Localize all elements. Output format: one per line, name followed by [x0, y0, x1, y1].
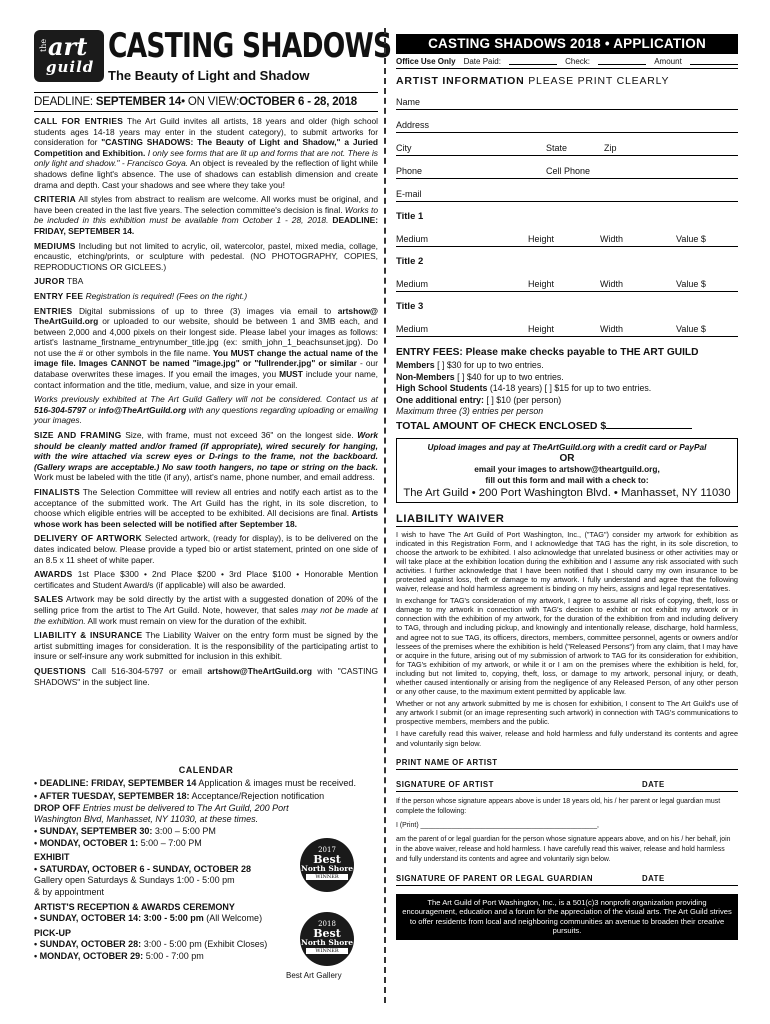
criteria: CRITERIA All styles from abstract to realism are welcome. All works must be original, and have been created in the last five years. The selection committee's decision is final. Works to be included in this exhibition must be available from October 1 - 28, 2018. DEADLINE: FRIDAY, SEPTEMBER 14.	[34, 194, 378, 236]
calendar-row: & by appointment	[34, 886, 105, 897]
calendar-pickup-head: PICK-UP	[34, 927, 72, 938]
artist-signature-field[interactable]: SIGNATURE OF ARTIST DATE	[396, 770, 738, 792]
questions: QUESTIONS Call 516-304-5797 or email artshow@TheArtGuild.org with "CASTING SHADOWS" in the subject line.	[34, 665, 378, 687]
fee-high-school[interactable]: High School Students (14-18 years) [ ] $15 for up to two entries.	[396, 383, 652, 393]
address-field[interactable]: Address	[396, 110, 738, 133]
mediums: MEDIUMS Including but not limited to acrylic, oil, watercolor, pastel, mixed media, collage, encaustic, etching/prints, or sculpture with pedestal. (NO PHOTOGRAPHY, COPIES, REPRODUCTIONS OR GICLEES.)	[34, 240, 378, 272]
art-guild-logo	[34, 30, 104, 82]
application-title: CASTING SHADOWS 2018 • APPLICATION	[396, 34, 738, 54]
office-use-row: Office Use Only Date Paid: Check: Amount	[396, 54, 738, 69]
entry-fees-list	[396, 360, 738, 418]
date-paid-field[interactable]	[509, 57, 557, 65]
entry-fee: ENTRY FEE Registration is required! (Fees on the right.)	[34, 290, 248, 301]
calendar-row: • SUNDAY, OCTOBER 28: 3:00 - 5:00 pm (Exhibit Closes)	[34, 939, 268, 950]
liability-waiver-heading: LIABILITY WAIVER	[396, 513, 738, 527]
waiver-paragraph: I have carefully read this waiver, release and hold harmless and fully understand its contents and agree and voluntarily sign below.	[396, 729, 738, 748]
title-1-label: Title 1	[396, 211, 424, 222]
calendar-row: • AFTER TUESDAY, SEPTEMBER 18: Acceptance/Rejection notification	[34, 791, 325, 802]
header	[34, 26, 392, 90]
sales: SALES Artwork may be sold directly by the artist with a suggested donation of 20% of the selling price from the artist to The Art Guild. Note, however, that sales may not be made at the exhibition. All work must remain on view for the duration of the exhibit.	[34, 594, 378, 626]
page-title: CASTING SHADOWS	[108, 26, 392, 66]
view-value: OCTOBER 6 - 28, 2018	[239, 96, 357, 108]
questions-email-link[interactable]: artshow@TheArtGuild.org	[207, 665, 312, 676]
upload-instructions-box: Upload images and pay at TheArtGuild.org with a credit card or PayPal OR email your images to artshow@theartguild.org, fill out this form and mail with a check to: The Art Guild • 200 Port Washington Blvd. • Manhasset, NY 11030	[396, 438, 738, 503]
info-email-link[interactable]: info@TheArtGuild.org	[98, 404, 187, 415]
email-field[interactable]: E-mail	[396, 179, 738, 202]
entry-fees-heading: ENTRY FEES: Please make checks payable to THE ART GUILD	[396, 347, 699, 358]
city-state-zip-field[interactable]: City State Zip	[396, 133, 738, 156]
title-2-label: Title 2	[396, 256, 424, 267]
calendar-row: • DEADLINE: FRIDAY, SEPTEMBER 14 Application & images must be received.	[34, 777, 356, 788]
phone-field[interactable]: Phone Cell Phone	[396, 156, 738, 179]
previous-works: Works previously exhibited at The Art Guild Gallery will not be considered. Contact us at 516-304-5797 or info@TheArtGuild.org with any questions regarding uploading or emailing your images.	[34, 394, 378, 426]
fee-additional[interactable]: One additional entry: [ ] $10 (per person)	[396, 394, 562, 405]
best-of-north-shore-2017-badge: 2017 Best North Shore WINNER	[300, 838, 354, 892]
waiver-paragraph: Whether or not any artwork submitted by me is chosen for exhibition, I consent to The Art Guild's use of any artwork I submit (or an image representing such artwork) in connection with TAG's communications to prospective members, members and the public.	[396, 699, 738, 727]
calendar-row: • SATURDAY, OCTOBER 6 - SUNDAY, OCTOBER 28	[34, 863, 252, 874]
cut-line-divider	[384, 28, 386, 1003]
calendar-row: DROP OFF Entries must be delivered to The Art Guild, 200 Port Washington Blvd, Manhasset, NY 11030, at these times.	[34, 802, 289, 825]
calendar-title: CALENDAR	[178, 765, 234, 775]
title-3-details-field[interactable]: Medium Height Width Value $	[396, 314, 738, 337]
total-amount[interactable]: TOTAL AMOUNT OF CHECK ENCLOSED $	[396, 420, 738, 432]
finalists: FINALISTS The Selection Committee will review all entries and notify each artist as to the acceptance of the submitted work. The Art Guild has the right, in its sole discretion, to choose which eligible entries will be accepted to be exhibited. All decisions are final. Artists whose work has been selected will be notified after September 18.	[34, 487, 378, 529]
deadline-value: SEPTEMBER 14	[95, 96, 182, 108]
deadline-label: DEADLINE:	[34, 96, 93, 108]
mailing-address: The Art Guild • 200 Port Washington Blvd. • Manhasset, NY 11030	[403, 486, 731, 499]
guardian-print-name[interactable]: I (Print) ______________________________________________,	[396, 819, 599, 829]
print-name-field[interactable]: PRINT NAME OF ARTIST	[396, 748, 738, 770]
calendar-row: • MONDAY, OCTOBER 29: 5:00 - 7:00 pm	[34, 950, 204, 961]
entries-email-link[interactable]: artshow@ TheArtGuild.org	[34, 305, 378, 327]
fee-members[interactable]: Members [ ] $30 for up to two entries.	[396, 360, 544, 370]
amount-field[interactable]	[690, 57, 738, 65]
guardian-signature-field[interactable]: SIGNATURE OF PARENT OR LEGAL GUARDIAN DATE	[396, 864, 738, 886]
awards: AWARDS 1st Place $300 • 2nd Place $200 • 3rd Place $100 • Honorable Mention certificates and Student Award/s (if applicable) will also be awarded.	[34, 569, 378, 590]
best-art-gallery-label: Best Art Gallery	[286, 971, 342, 980]
best-of-north-shore-2018-badge: 2018 Best North Shore WINNER	[300, 912, 354, 966]
juror: JUROR TBA	[34, 276, 84, 287]
logo-art: art	[48, 32, 88, 61]
calendar-row: • SUNDAY, OCTOBER 14: 3:00 - 5:00 pm (All Welcome)	[34, 913, 263, 924]
calendar-row: • MONDAY, OCTOBER 1: 5:00 – 7:00 PM	[34, 837, 202, 848]
liability-insurance: LIABILITY & INSURANCE The Liability Waiver on the entry form must be signed by the artist submitting images for consideration. It is the responsibility of the participating artist to insure or self-insure any work submitted for inclusion in this exhibit.	[34, 630, 378, 662]
artist-info-heading: ARTIST INFORMATION PLEASE PRINT CLEARLY	[396, 75, 670, 87]
guardian-statement: am the parent of or legal guardian for the person whose signature appears above, and on his / her behalf, join in the above waiver, release and hold harmless. I have carefully read this waiver, release and hold harmless and fully understand its contents and agree and voluntarily sign below.	[396, 833, 731, 863]
size-and-framing: SIZE AND FRAMING Size, with frame, must not exceed 36" on the longest side. Work should be cleanly matted and/or framed (if appropriate), wired securely for hanging, with the wire attached via screw eyes or D-rings to the frame, not the backboard. (Gallery wraps are acceptable.) No saw tooth hangers, no tape or string on the back. Work must be labeled with the title (if any), artist's name, phone number, and email address.	[34, 430, 378, 483]
calendar-row: Gallery open Saturdays & Sundays 1:00 - 5:00 pm	[34, 875, 235, 886]
application-form	[396, 34, 738, 940]
calendar-row: • SUNDAY, SEPTEMBER 30: 3:00 – 5:00 PM	[34, 825, 216, 836]
waiver-paragraph: In exchange for TAG's consideration of my artwork, I agree to assume all risks of copying, theft, loss or damage to my artwork in connection with TAG's decision to exhibit or not exhibit my artwork or in connection with the exhibition of my artwork, for the duration of the exhibition from and including delivery to TAG, through and including pickup, and knowingly and intentionally release, discharge, hold harmless, and agree not to sue TAG, its officers, directors, members, committee personnel, agents or owners and/or lessees of the premises where the exhibition is held ("Released Persons") from any claim, that I may have or acquire in the future, arising out of my submission of artwork to TAG for its consideration for exhibition, for TAG's exhibition of my artwork, or while it or I am on the premises where the exhibition is held, for, including but not limited to, copying, theft, loss, or damage to my artwork, personal injury, or death, whether caused intentionally or arising from the negligence of any Released Person, of any other person or any other cause, to the maximum extent permitted by applicable law.	[396, 596, 738, 697]
waiver-paragraph: I wish to have The Art Guild of Port Washington, Inc., ("TAG") consider my artwork for exhibition as indicated in this Registration Form, and I acknowledge that TAG has the right, in its sole discretion, to choose the artwork to be exhibited. I also acknowledge that unrelated business or other activities may or will take place at the exhibition location during the exhibition and I assume any risk associated with such activities. I further acknowledge that I have been notified that I should carry my own insurance to be protected against loss, theft or damage to my artwork. I fully understand and agree that the following waiver, release and hold harmless agreement is binding on my heirs, assigns and legal representatives.	[396, 529, 738, 594]
title-2-details-field[interactable]: Medium Height Width Value $	[396, 269, 738, 292]
title-1-details-field[interactable]: Medium Height Width Value $	[396, 224, 738, 247]
title-3-label: Title 3	[396, 301, 424, 312]
left-column	[34, 26, 392, 687]
calendar-exhibit-head: EXHIBIT	[34, 852, 70, 863]
logo-guild: guild	[46, 58, 95, 76]
max-entries-note: Maximum three (3) entries per person	[396, 406, 544, 416]
delivery-of-artwork: DELIVERY OF ARTWORK Selected artwork, (ready for display), is to be delivered on the dates indicated below. Please provide a typed bio or artist statement, printed on one side of an 8.5 x 11 sheet of white paper.	[34, 533, 378, 565]
deadline-sep: • ON VIEW:	[181, 96, 240, 108]
deadline-bar	[34, 92, 378, 112]
footer-mission: The Art Guild of Port Washington, Inc., is a 501(c)3 nonprofit organization providing encouragement, education and a forum for the appreciation of the visual arts. The Art Guild strives to offer residents from local and neighboring communities an avenue to broaden their creative pursuits.	[396, 894, 738, 940]
entries: ENTRIES Digital submissions of up to three (3) images via email to artshow@ TheArtGuild.org or uploaded to our website, should be between 1 and 3MB each, and between 2,000 and 4,000 pixels on their longest side. Please label your images as follows: artist's lastname_firstname_entrynumber_title.jpg (ex: smith_john_1_beachsunset.jpg). Do not use the # or other symbols in the file name. You MUST change the actual name of the image file. Images CANNOT be named "image.jpg" or "fullrender.jpg" or similar - our database overwrites these images. If you email the images, you MUST include your name, contact information and the title, medium, value, and size in your email.	[34, 305, 378, 390]
name-field[interactable]: Name	[396, 87, 738, 110]
calendar-reception-head: ARTIST'S RECEPTION & AWARDS CEREMONY	[34, 901, 235, 912]
fee-nonmembers[interactable]: Non-Members [ ] $40 for up to two entries.	[396, 371, 564, 382]
page-subtitle: The Beauty of Light and Shadow	[108, 68, 310, 83]
minor-note: If the person whose signature appears above is under 18 years old, his / her parent or legal guardian must complete the following:	[396, 795, 721, 815]
call-for-entries: CALL FOR ENTRIES The Art Guild invites all artists, 18 years and older (high school students ages 14-18 years may enter in the student category), to submit artworks for consideration for "CASTING SHADOWS: The Beauty of Light and Shadow," a Juried Competition and Exhibition. I only see forms that are lit up and forms that are not. There is only light and shadow." - Francisco Goya. An object is revealed by the reflection of light while shadows define light's absence. The use of shadows can establish dimension and create drama and depth. Cast your shadows and see where they take you!	[34, 116, 378, 190]
logo-the: the	[39, 38, 48, 52]
check-field[interactable]	[598, 57, 646, 65]
